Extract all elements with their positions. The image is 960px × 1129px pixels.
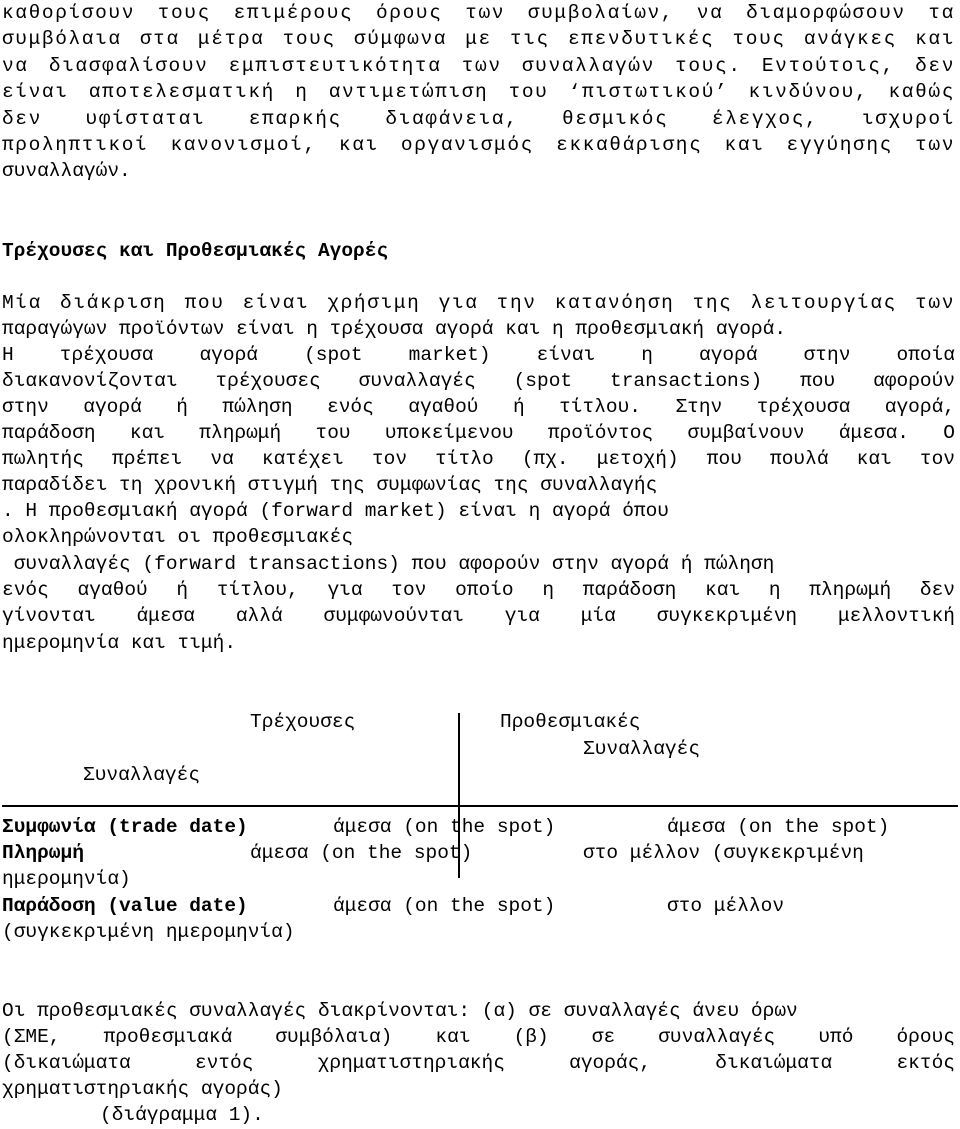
forward-value: στο μέλλον (συγκεκριμένη bbox=[583, 842, 864, 864]
text-line: παραγώγων προϊόντων είναι η τρέχουσα αγορά και η προθεσμιακή αγορά. bbox=[2, 318, 787, 340]
text-line: ημερομηνία και τιμή. bbox=[2, 632, 237, 654]
text-line: Οι προθεσμιακές συναλλαγές διακρίνονται: (α) σε συναλλαγές άνευ όρων bbox=[2, 1000, 798, 1022]
text-line: ολοκληρώνονται οι προθεσμιακές bbox=[2, 526, 354, 548]
current-value: άμεσα (on the spot) bbox=[250, 842, 473, 864]
header-forward-continued: Συναλλαγές bbox=[583, 738, 701, 760]
text-line: δεν υφίσταται επαρκής διαφάνεια, θεσμικός έλεγχος, ισχυροί bbox=[2, 108, 955, 130]
text-line: καθορίσουν τους επιμέρους όρους των συμβολαίων, να διαμορφώσουν τα bbox=[2, 2, 955, 24]
header-forward: Προθεσμιακές bbox=[500, 711, 641, 733]
text-line: στην αγορά ή πώληση ενός αγαθού ή τίτλου. Στην τρέχουσα αγορά, bbox=[2, 396, 955, 418]
forward-value: άμεσα (on the spot) bbox=[667, 816, 890, 838]
forward-value-wrap: ημερομηνία) bbox=[2, 868, 131, 890]
row-label: Παράδοση (value date) bbox=[2, 895, 248, 917]
text-line: (ΣΜΕ, προθεσμιακά συμβόλαια) και (β) σε συναλλαγές υπό όρους bbox=[2, 1026, 955, 1048]
forward-value: στο μέλλον bbox=[667, 895, 785, 917]
text-line: παραδίδει τη χρονική στιγμή της συμφωνίας της συναλλαγής bbox=[2, 474, 658, 496]
text-line: Η τρέχουσα αγορά (spot market) είναι η αγορά στην οποία bbox=[2, 344, 955, 366]
current-value: άμεσα (on the spot) bbox=[333, 816, 556, 838]
text-line: να διασφαλίσουν εμπιστευτικότητα των συναλλαγών τους. Εντούτοις, δεν bbox=[2, 55, 955, 77]
text-line: προληπτικοί κανονισμοί, και οργανισμός εκκαθάρισης και εγγύησης των bbox=[2, 134, 955, 156]
text-line: είναι αποτελεσματική η αντιμετώπιση του ‘πιστωτικού’ κινδύνου, καθώς bbox=[2, 81, 955, 103]
text-line: . Η προθεσμιακή αγορά (forward market) είναι η αγορά όπου bbox=[2, 500, 670, 522]
text-line: (διάγραμμα 1). bbox=[100, 1104, 264, 1126]
header-row-label: Συναλλαγές bbox=[83, 764, 201, 786]
text-line: (δικαιώματα εντός χρηματιστηριακής αγοράς, δικαιώματα εκτός bbox=[2, 1052, 955, 1074]
text-line: συναλλαγών. bbox=[2, 160, 131, 182]
header-divider bbox=[2, 805, 958, 807]
text-line: ενός αγαθού ή τίτλου, για τον οποίο η παράδοση και η πληρωμή δεν bbox=[2, 579, 955, 601]
row-label: Συμφωνία (trade date) bbox=[2, 816, 248, 838]
text-line: διακανονίζονται τρέχουσες συναλλαγές (spot transactions) που αφορούν bbox=[2, 370, 955, 392]
current-value: άμεσα (on the spot) bbox=[333, 895, 556, 917]
header-current: Τρέχουσες bbox=[250, 711, 356, 733]
text-line: γίνονται άμεσα αλλά συμφωνούνται για μία συγκεκριμένη μελλοντική bbox=[2, 605, 955, 627]
text-line: συμβόλαια στα μέτρα τους σύμφωνα με τις επενδυτικές τους ανάγκες και bbox=[2, 28, 955, 50]
section-heading: Τρέχουσες και Προθεσμιακές Αγορές bbox=[2, 240, 389, 262]
text-line: συναλλαγές (forward transactions) που αφορούν στην αγορά ή πώληση bbox=[2, 553, 775, 575]
row-label: Πληρωμή bbox=[2, 842, 84, 864]
forward-value-wrap: (συγκεκριμένη ημερομηνία) bbox=[2, 921, 295, 943]
text-line: Μία διάκριση που είναι χρήσιμη για την κατανόηση της λειτουργίας των bbox=[2, 292, 955, 314]
text-line: χρηματιστηριακής αγοράς) bbox=[2, 1078, 283, 1100]
text-line: πωλητής πρέπει να κατέχει τον τίτλο (πχ. μετοχή) που πουλά και τον bbox=[2, 448, 955, 470]
text-line: παράδοση και πληρωμή του υποκείμενου προϊόντος συμβαίνουν άμεσα. Ο bbox=[2, 422, 955, 444]
